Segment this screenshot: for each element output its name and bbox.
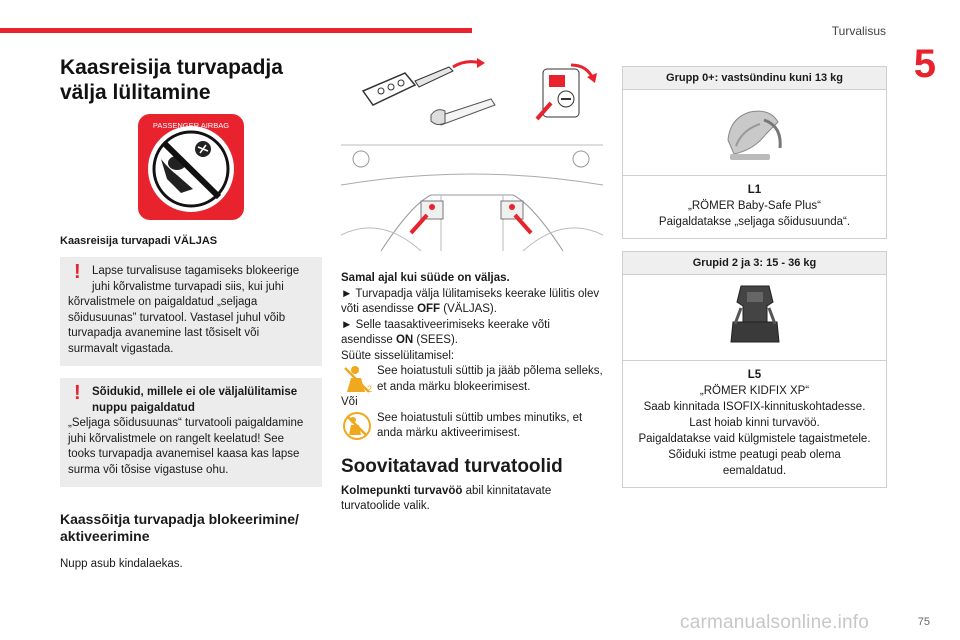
seat-line: eemaldatud. [722, 465, 787, 477]
ignition-text: Süüte sisselülitamisel: [341, 349, 455, 362]
belt-text [341, 484, 603, 515]
warning-line: sõidusuunas” turvatool. Vastasel juhul võib [68, 311, 286, 324]
off-label: OFF [417, 303, 441, 315]
svg-text:2: 2 [367, 384, 373, 394]
page-title: Kaasreisija turvapadja välja lülitamine [60, 56, 283, 104]
chapter-number: 5 [913, 42, 936, 86]
step-text: (SEES). [413, 334, 458, 346]
section-heading: Soovitatavad turvatoolid [341, 455, 563, 477]
switch-illustration [341, 55, 603, 265]
switch-location-text: Nupp asub kindalaekas. [60, 558, 183, 570]
table-text [623, 361, 886, 487]
lamp-row-2 [341, 411, 603, 442]
seat-name: „RÖMER KIDFIX XP“ [699, 385, 810, 397]
page-number: 75 [917, 616, 930, 628]
lamp-desc-1: See hoiatustuli süttib ja jääb põlema selleks, et anda märku blokeerimisest. [377, 365, 603, 393]
seat-name: „RÖMER Baby-Safe Plus“ [688, 200, 821, 212]
table-text [623, 176, 886, 238]
warning-line: „Seljaga sõidusuunas“ turvatooli paigaldamine [68, 417, 304, 429]
seat-table-group0 [622, 66, 887, 239]
warning-exclamation-icon: ! [74, 261, 81, 283]
warning-title: Sõidukid, millele ei ole väljalülitamise nuppu paigaldatud [92, 386, 298, 414]
warning-box-1 [60, 257, 322, 366]
table-header: Grupp 0+: vastsündinu kuni 13 kg [623, 67, 886, 90]
airbag-lamp-icon [341, 364, 373, 394]
left-column [60, 55, 322, 572]
lamp-desc-2: See hoiatustuli süttib umbes minutiks, et anda märku aktiveerimisest. [377, 411, 583, 439]
warning-box-2 [60, 378, 322, 487]
airbag-off-sign-icon [137, 113, 245, 221]
subheading: Kaassõitja turvapadja blokeerimine/ aktiveerimine [60, 511, 299, 544]
top-accent-bar [0, 28, 472, 33]
table-image-cell [623, 275, 886, 361]
step-text: ► Selle taasaktiveerimiseks keerake võti asendisse [341, 318, 550, 346]
belt-rest: abil kinnitatavate turvatoolide valik. [341, 484, 552, 512]
on-label: ON [395, 334, 414, 346]
warning-line: juhi kõrvalistmele on rangelt keelatud! See [68, 432, 285, 445]
seat-line: Paigaldatakse vaid külgmistele tagaistmetele. [638, 433, 871, 445]
watermark: carmanualsonline.info [680, 612, 870, 633]
key-icon [363, 58, 485, 105]
warning-line: juhi kõrvalistme turvapadi siis, kui juhi [92, 280, 284, 293]
section-title: Turvalisus [831, 24, 886, 38]
seat-table-group23 [622, 251, 887, 488]
step-text: ► Turvapadja välja lülitamiseks keerake lülitis olev võti asendisse [341, 287, 600, 315]
seat-note: Paigaldatakse „seljaga sõidusuunda“. [658, 216, 851, 228]
middle-column [341, 55, 603, 515]
instructions [341, 271, 603, 442]
seat-line: Last hoiab kinni turvavöö. [689, 417, 820, 429]
lamp-row-1 [341, 364, 603, 395]
right-column [622, 66, 887, 498]
seat-model: L1 [747, 184, 762, 196]
warning-line: Lapse turvalisuse tagamiseks blokeerige [92, 265, 300, 277]
warning-line: surmavalt vigastada. [68, 342, 174, 355]
or-text: Või [341, 396, 358, 408]
step-on [341, 318, 603, 349]
airbag-lamp-icon [341, 411, 373, 441]
step-off [341, 287, 603, 318]
table-header: Grupid 2 ja 3: 15 - 36 kg [623, 252, 886, 275]
warning-exclamation-icon: ! [74, 382, 81, 404]
warning-line: surma või tõsise vigastuse ohu. [68, 463, 229, 476]
table-image-cell [623, 90, 886, 176]
baby-seat-icon [720, 100, 790, 166]
warning-line: kõrvalistmele on paigaldatud „seljaga [68, 296, 258, 308]
seat-line: Saab kinnitada ISOFIX-kinnituskohtadesse. [643, 401, 866, 413]
sign-caption: Kaasreisija turvapadi VÄLJAS [60, 235, 218, 247]
airbag-switch-icon [537, 65, 597, 119]
step-text: (VÄLJAS). [440, 303, 497, 315]
seat-line: Sõiduki istme peatugi peab olema [668, 449, 841, 461]
sign-text: PASSENGER AIRBAG [152, 121, 230, 130]
booster-seat-icon [725, 282, 785, 354]
belt-bold: Kolmepunkti turvavöö [341, 484, 463, 497]
warning-line: tooks turvapadja avanemisel kaasa kas lapse [68, 448, 300, 460]
seat-model: L5 [747, 369, 762, 381]
instruction-lead: Samal ajal kui süüde on väljas. [341, 272, 510, 284]
warning-line: turvapadja avanemine last tõsiselt või [68, 327, 260, 339]
